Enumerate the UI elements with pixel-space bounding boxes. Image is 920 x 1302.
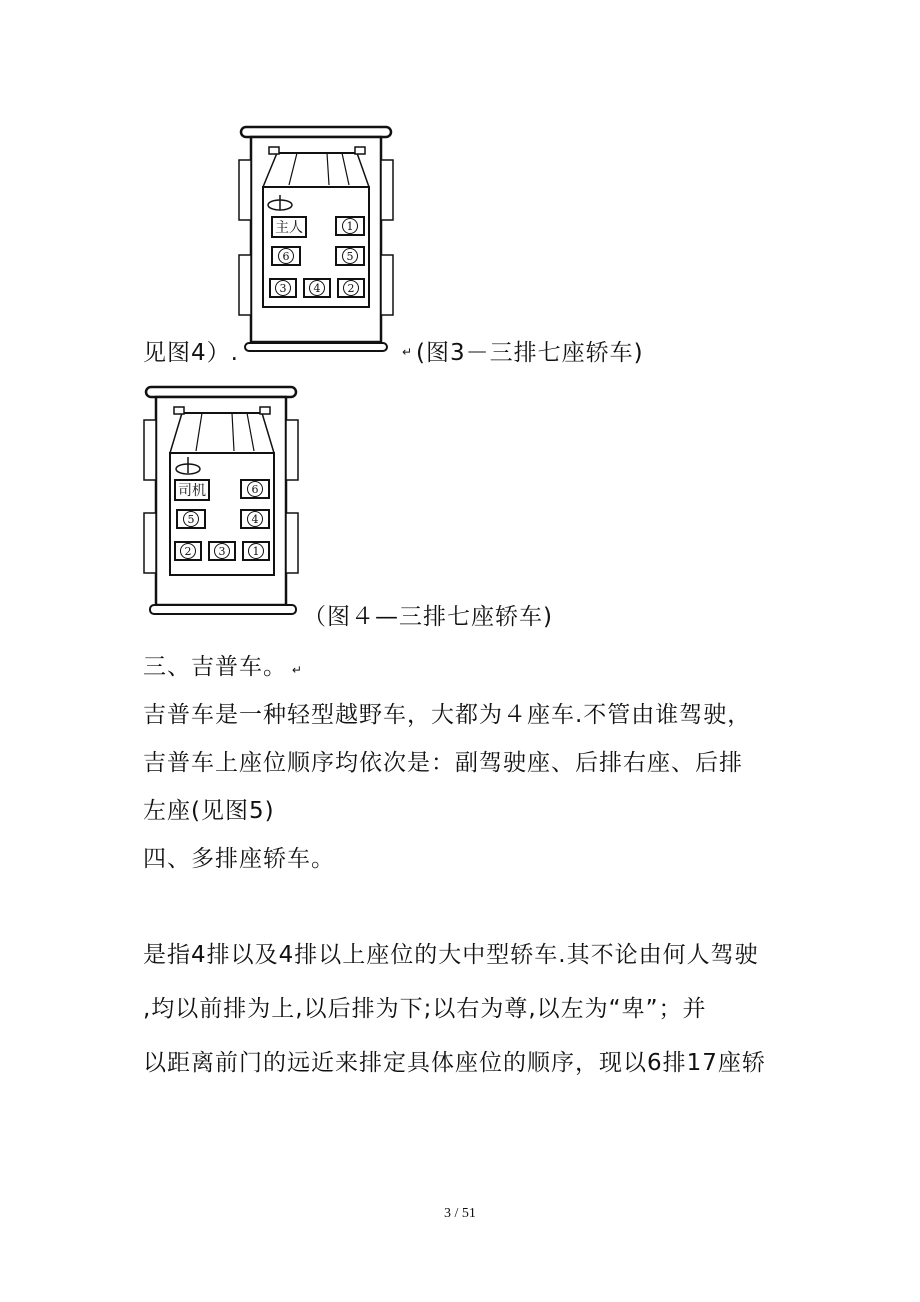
paragraph-mark-icon: ↵ [402,345,413,359]
seat-3: 3 [269,278,297,298]
seat-1: 1 [335,216,365,236]
car-body-outline [142,385,302,617]
figure3-prefix-text: 见图4）. [143,340,239,366]
heading-jeep: 三、吉普车。 ↵ [143,654,303,680]
seat-4: 4 [240,509,270,529]
seat-driver: 司机 [174,479,210,501]
seat-5: 5 [176,509,206,529]
paragraph-jeep-line3: 左座(见图5) [143,798,275,824]
car-diagram-figure3 [237,125,397,353]
seat-5: 5 [335,246,365,266]
page-number: 3 / 51 [444,1206,476,1221]
seat-2: 2 [337,278,365,298]
seat-host: 主人 [271,216,307,238]
paragraph-jeep-line1: 吉普车是一种轻型越野车，大都为４座车.不管由谁驾驶， [143,702,752,728]
figure4-caption: （图４—三排七座轿车) [303,604,553,630]
seat-4: 4 [303,278,331,298]
seat-6: 6 [271,246,301,266]
seat-3: 3 [208,541,236,561]
heading-multirow: 四、多排座轿车。 [143,846,335,872]
figure3-caption: (图3－三排七座轿车) [416,340,644,366]
seat-1: 1 [242,541,270,561]
seat-6: 6 [240,479,270,499]
paragraph-mark-icon: ↵ [287,663,303,677]
seat-2: 2 [174,541,202,561]
car-diagram-figure4 [142,385,302,617]
paragraph-multirow-line2: ,均以前排为上,以后排为下;以右为尊,以左为“卑”；并 [143,996,707,1022]
paragraph-multirow-line1: 是指4排以及4排以上座位的大中型轿车.其不论由何人驾驶 [143,942,759,968]
car-body-outline [237,125,397,353]
paragraph-jeep-line2: 吉普车上座位顺序均依次是：副驾驶座、后排右座、后排 [143,750,743,776]
paragraph-multirow-line3: 以距离前门的远近来排定具体座位的顺序，现以6排17座轿 [143,1050,766,1076]
